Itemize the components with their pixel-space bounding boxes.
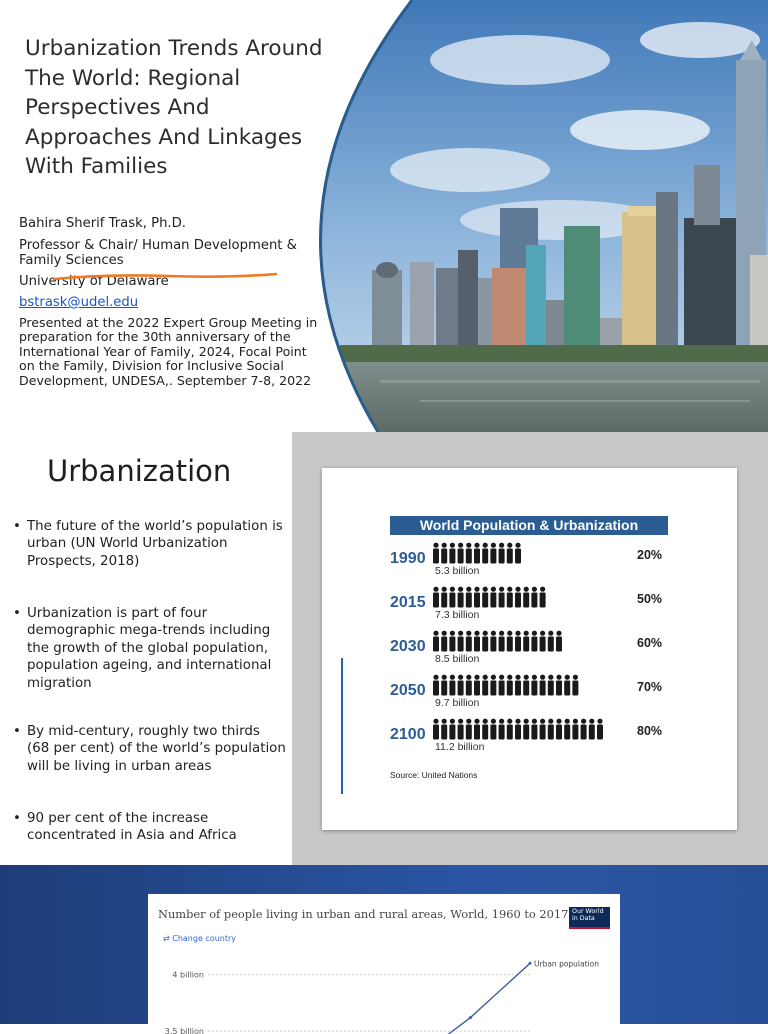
person-icon <box>474 587 480 608</box>
change-country-link[interactable]: ⇄ Change country <box>163 934 237 943</box>
population-row <box>390 630 670 670</box>
person-icon <box>441 543 447 564</box>
person-icon <box>540 719 546 740</box>
person-icon <box>433 675 439 696</box>
person-icon <box>458 719 464 740</box>
person-icon <box>474 675 480 696</box>
author-role: Professor & Chair/ Human Development & Family Sciences <box>19 238 297 268</box>
person-icon <box>449 543 455 564</box>
logo-line: in Data <box>572 915 595 923</box>
data-point <box>469 1016 472 1019</box>
author-name: Bahira Sherif Trask, Ph.D. <box>19 216 186 231</box>
row-percent: 50% <box>637 592 663 606</box>
infographic-source: Source: United Nations <box>390 770 478 780</box>
person-icon <box>474 631 480 652</box>
row-year: 2100 <box>390 726 426 743</box>
author-info <box>19 216 319 388</box>
bullet-item: • Urbanization is part of four demographic mega-trends including the growth of the global population, population ageing, and international migration <box>11 605 286 692</box>
person-icon <box>523 631 529 652</box>
person-icon <box>515 543 521 564</box>
person-icon <box>507 631 513 652</box>
person-icon <box>499 719 505 740</box>
people-icons <box>432 674 582 696</box>
person-icon <box>515 631 521 652</box>
row-year: 2015 <box>390 594 426 611</box>
people-icons <box>432 630 565 652</box>
person-icon <box>581 719 587 740</box>
person-icon <box>507 587 513 608</box>
person-icon <box>433 719 439 740</box>
row-percent: 80% <box>637 724 663 738</box>
highlight-underline <box>48 269 280 283</box>
bullet-item: • 90 per cent of the increase concentrated in Asia and Africa <box>11 810 286 845</box>
author-email-link[interactable]: bstrask@udel.edu <box>19 295 139 310</box>
person-icon <box>531 719 537 740</box>
person-icon <box>474 543 480 564</box>
people-icons <box>432 542 524 564</box>
chart-card <box>148 894 620 1034</box>
person-icon <box>499 543 505 564</box>
slide-heading: Urbanization <box>47 454 232 488</box>
person-icon <box>433 631 439 652</box>
row-year: 1990 <box>390 550 426 567</box>
person-icon <box>490 719 496 740</box>
person-icon <box>499 675 505 696</box>
row-year: 2050 <box>390 682 426 699</box>
population-row <box>390 674 670 714</box>
person-icon <box>482 587 488 608</box>
presentation-title: Urbanization Trends Around The World: Regional Perspectives And Approaches And Linkages With Families <box>25 36 323 179</box>
person-icon <box>490 675 496 696</box>
person-icon <box>556 675 562 696</box>
owid-logo <box>569 907 610 929</box>
accent-line <box>341 658 343 794</box>
person-icon <box>466 587 472 608</box>
person-icon <box>441 631 447 652</box>
person-icon <box>515 587 521 608</box>
person-icon <box>531 675 537 696</box>
bullet-list <box>11 518 286 845</box>
row-population: 11.2 billion <box>435 741 485 753</box>
row-year: 2030 <box>390 638 426 655</box>
person-icon <box>589 719 595 740</box>
series-label: Urban population <box>534 959 599 969</box>
person-icon <box>499 587 505 608</box>
person-icon <box>531 631 537 652</box>
person-icon <box>458 587 464 608</box>
person-icon <box>540 587 546 608</box>
row-population: 8.5 billion <box>435 653 480 665</box>
person-icon <box>441 719 447 740</box>
person-icon <box>441 675 447 696</box>
person-icon <box>466 719 472 740</box>
person-icon <box>540 675 546 696</box>
person-icon <box>548 675 554 696</box>
person-icon <box>433 587 439 608</box>
row-percent: 70% <box>637 680 663 694</box>
urbanization-slide <box>0 432 768 865</box>
row-population: 9.7 billion <box>435 697 480 709</box>
person-icon <box>449 675 455 696</box>
chart-title: Number of people living in urban and rural areas, World, 1960 to 2017 <box>158 907 569 921</box>
person-icon <box>458 631 464 652</box>
person-icon <box>515 675 521 696</box>
population-row <box>390 718 670 758</box>
person-icon <box>466 543 472 564</box>
person-icon <box>556 719 562 740</box>
person-icon <box>531 587 537 608</box>
person-icon <box>474 719 480 740</box>
population-row <box>390 586 670 626</box>
y-tick-label: 4 billion <box>172 970 204 980</box>
person-icon <box>523 587 529 608</box>
person-icon <box>466 675 472 696</box>
chart-slide <box>0 865 768 1034</box>
person-icon <box>482 675 488 696</box>
infographic-title: World Population & Urbanization <box>390 516 668 535</box>
urban-series-line <box>375 963 530 1034</box>
person-icon <box>490 631 496 652</box>
person-icon <box>482 719 488 740</box>
row-population: 7.3 billion <box>435 609 480 621</box>
person-icon <box>482 631 488 652</box>
population-row <box>390 542 670 582</box>
person-icon <box>507 675 513 696</box>
row-percent: 20% <box>637 548 663 562</box>
y-tick-label: 3.5 billion <box>164 1027 204 1034</box>
person-icon <box>572 675 578 696</box>
person-icon <box>548 719 554 740</box>
people-icons <box>432 718 606 740</box>
logo-line: Our World <box>572 908 604 915</box>
presented-note: Presented at the 2022 Expert Group Meeting in preparation for the 30th anniversary of the International Year of Family, 2024, Focal Point on the Family, Division for Inclusive Social Development, UNDESA,. September 7-8, 2022 <box>19 315 318 388</box>
person-icon <box>458 543 464 564</box>
person-icon <box>515 719 521 740</box>
person-icon <box>523 719 529 740</box>
author-university: University of Delaware <box>19 274 169 289</box>
row-percent: 60% <box>637 636 663 650</box>
person-icon <box>507 719 513 740</box>
person-icon <box>540 631 546 652</box>
person-icon <box>433 543 439 564</box>
person-icon <box>499 631 505 652</box>
title-slide <box>0 0 768 432</box>
person-icon <box>597 719 603 740</box>
infographic-card <box>322 468 737 830</box>
person-icon <box>507 543 513 564</box>
person-icon <box>572 719 578 740</box>
person-icon <box>449 631 455 652</box>
person-icon <box>523 675 529 696</box>
people-icons <box>432 586 549 608</box>
data-point <box>529 962 532 965</box>
person-icon <box>564 675 570 696</box>
person-icon <box>449 719 455 740</box>
bullet-item: • The future of the world’s population is urban (UN World Urbanization Prospects, 2018) <box>11 518 286 570</box>
person-icon <box>564 719 570 740</box>
person-icon <box>490 543 496 564</box>
person-icon <box>466 631 472 652</box>
person-icon <box>441 587 447 608</box>
bullet-item: • By mid-century, roughly two thirds (68 per cent) of the world’s population will be living in urban areas <box>11 723 286 775</box>
person-icon <box>490 587 496 608</box>
person-icon <box>548 631 554 652</box>
person-icon <box>556 631 562 652</box>
person-icon <box>482 543 488 564</box>
row-population: 5.3 billion <box>435 565 480 577</box>
person-icon <box>458 675 464 696</box>
person-icon <box>449 587 455 608</box>
